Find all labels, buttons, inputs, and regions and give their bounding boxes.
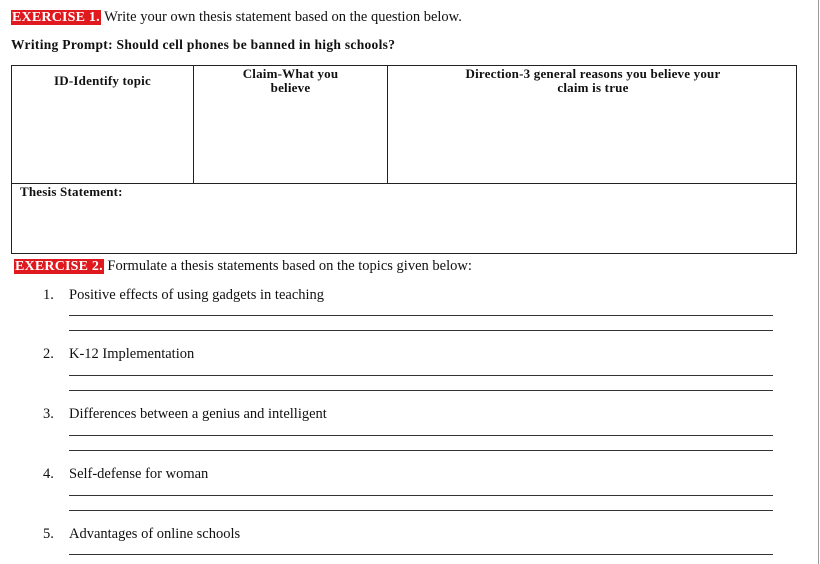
thesis-statement-label: Thesis Statement: bbox=[20, 184, 123, 199]
exercise-2-heading bbox=[14, 257, 472, 275]
writing-prompt: Writing Prompt: Should cell phones be banned in high schools? bbox=[11, 37, 396, 52]
topic-text: K-12 Implementation bbox=[69, 346, 195, 362]
topic-item bbox=[43, 287, 324, 304]
thesis-table bbox=[11, 65, 797, 254]
answer-line[interactable] bbox=[69, 390, 773, 391]
column-header-claim bbox=[194, 67, 387, 95]
table-divider bbox=[12, 183, 796, 184]
answer-line[interactable] bbox=[69, 435, 773, 436]
topic-text: Self-defense for woman bbox=[69, 466, 209, 482]
exercise-1-tag: EXERCISE 1. bbox=[12, 10, 100, 25]
topic-number: 1. bbox=[43, 287, 54, 303]
column-header-claim-line1: Claim-What you bbox=[242, 66, 339, 81]
topic-text: Differences between a genius and intelligent bbox=[69, 406, 327, 422]
column-header-identify-topic: ID-Identify topic bbox=[54, 73, 151, 88]
topic-item bbox=[43, 406, 327, 423]
exercise-2-instruction: Formulate a thesis statements based on the topics given below: bbox=[103, 258, 472, 274]
column-header-direction bbox=[388, 67, 798, 95]
answer-line[interactable] bbox=[69, 495, 773, 496]
column-header-claim-line2: believe bbox=[270, 80, 311, 95]
topic-item bbox=[43, 466, 208, 483]
exercise-2-tag: EXERCISE 2. bbox=[15, 259, 103, 274]
answer-line[interactable] bbox=[69, 554, 773, 555]
answer-line[interactable] bbox=[69, 450, 773, 451]
exercise-1-heading bbox=[11, 8, 462, 26]
answer-line[interactable] bbox=[69, 315, 773, 316]
column-header-direction-line1: Direction-3 general reasons you believe your bbox=[465, 66, 721, 81]
column-header-direction-line2: claim is true bbox=[557, 80, 629, 95]
answer-line[interactable] bbox=[69, 330, 773, 331]
topic-text: Positive effects of using gadgets in teaching bbox=[69, 287, 325, 303]
answer-line[interactable] bbox=[69, 375, 773, 376]
topic-text: Advantages of online schools bbox=[69, 526, 241, 542]
exercise-1-instruction: Write your own thesis statement based on the question below. bbox=[100, 9, 462, 25]
answer-line[interactable] bbox=[69, 510, 773, 511]
topic-number: 5. bbox=[43, 526, 54, 542]
topic-number: 2. bbox=[43, 346, 54, 362]
topic-item bbox=[43, 526, 240, 543]
topic-number: 3. bbox=[43, 406, 54, 422]
topic-number: 4. bbox=[43, 466, 54, 482]
topic-item bbox=[43, 346, 194, 363]
